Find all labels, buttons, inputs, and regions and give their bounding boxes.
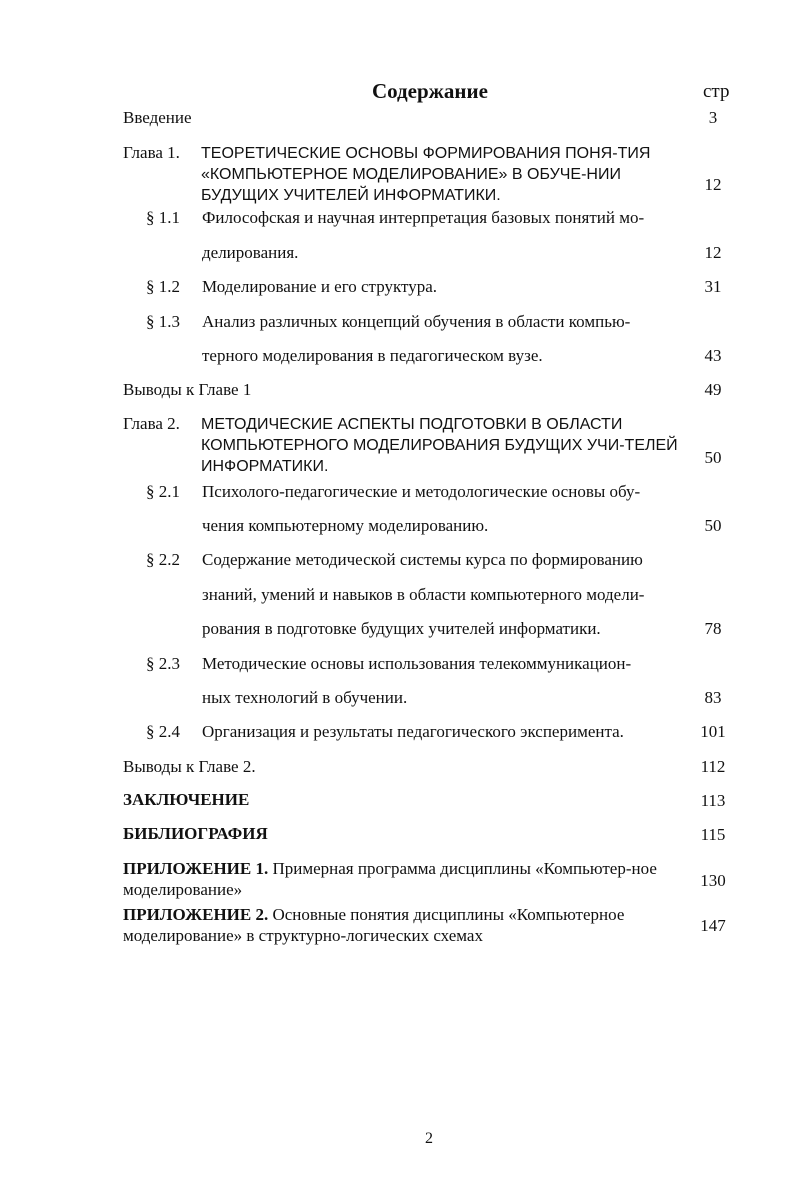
section-1-3-page: 43 <box>704 346 722 365</box>
section-2-2-line2: знаний, умений и навыков в области компьютерного модели- <box>202 585 645 604</box>
section-1-1-page: 12 <box>704 243 722 262</box>
conclusion-label: ЗАКЛЮЧЕНИЕ <box>123 790 250 809</box>
section-2-4-line1: Организация и результаты педагогического эксперимента. <box>202 722 624 741</box>
section-1-1-line2: делирования. <box>202 243 299 262</box>
section-2-2-line1: Содержание методической системы курса по формированию <box>202 550 643 569</box>
chapter1-title: ТЕОРЕТИЧЕСКИЕ ОСНОВЫ ФОРМИРОВАНИЯ ПОНЯ-ТИЯ «КОМПЬЮТЕРНОЕ МОДЕЛИРОВАНИЕ» В ОБУЧЕ-НИИ БУДУЩИХ УЧИТЕЛЕЙ ИНФОРМАТИКИ. <box>201 145 651 204</box>
appendix1-text: Примерная программа дисциплины «Компьютер-ное моделирование» <box>123 859 657 899</box>
section-2-1-page: 50 <box>704 516 722 535</box>
section-1-3-number: § 1.3 <box>146 312 180 331</box>
section-2-3-line2: ных технологий в обучении. <box>202 688 408 707</box>
appendix1-label: ПРИЛОЖЕНИЕ 1. <box>123 859 269 878</box>
section-2-2-page: 78 <box>704 619 722 638</box>
chapter2-label: Глава 2. <box>123 414 180 433</box>
section-1-1-number: § 1.1 <box>146 208 180 227</box>
section-1-1-line1: Философская и научная интерпретация базовых понятий мо- <box>202 208 645 227</box>
section-2-3-number: § 2.3 <box>146 654 180 673</box>
conclusions1-label: Выводы к Главе 1 <box>123 380 252 399</box>
appendix2-label: ПРИЛОЖЕНИЕ 2. <box>123 905 269 924</box>
section-2-1-line1: Психолого-педагогические и методологические основы обу- <box>202 482 641 501</box>
appendix2-entry <box>123 904 688 946</box>
appendix1-page: 130 <box>700 871 726 890</box>
section-1-2-number: § 1.2 <box>146 277 180 296</box>
conclusions1-page: 49 <box>704 380 722 399</box>
conclusion-page: 113 <box>700 791 726 810</box>
intro-label: Введение <box>123 108 192 127</box>
section-1-3-line1: Анализ различных концепций обучения в области компью- <box>202 312 631 331</box>
page-title: Содержание <box>372 79 488 103</box>
section-1-2-line1: Моделирование и его структура. <box>202 277 438 296</box>
section-2-3-line1: Методические основы использования телекоммуникацион- <box>202 654 632 673</box>
bibliography-label: БИБЛИОГРАФИЯ <box>123 824 268 843</box>
chapter2-title: МЕТОДИЧЕСКИЕ АСПЕКТЫ ПОДГОТОВКИ В ОБЛАСТИ КОМПЬЮТЕРНОГО МОДЕЛИРОВАНИЯ БУДУЩИХ УЧИ-ТЕЛЕЙ ИНФОРМАТИКИ. <box>201 416 678 475</box>
page-column-label: стр <box>703 81 730 102</box>
section-2-2-number: § 2.2 <box>146 550 180 569</box>
section-2-1-number: § 2.1 <box>146 482 180 501</box>
appendix2-text: Основные понятия дисциплины «Компьютерное моделирование» в структурно-логических схемах <box>123 905 625 945</box>
conclusions2-label: Выводы к Главе 2. <box>123 757 256 776</box>
bibliography-page: 115 <box>700 825 726 844</box>
section-2-3-page: 83 <box>704 688 722 707</box>
appendix2-page: 147 <box>700 916 726 935</box>
chapter1-label: Глава 1. <box>123 143 180 162</box>
chapter2-page: 50 <box>704 448 722 467</box>
section-2-2-line3: рования в подготовке будущих учителей информатики. <box>202 619 601 638</box>
chapter1-page: 12 <box>704 175 722 194</box>
section-2-4-page: 101 <box>700 722 726 741</box>
page-number: 2 <box>425 1130 433 1147</box>
appendix1-entry <box>123 858 688 900</box>
section-1-2-page: 31 <box>704 277 722 296</box>
conclusions2-page: 112 <box>700 757 726 776</box>
intro-page: 3 <box>708 108 718 127</box>
section-2-1-line2: чения компьютерному моделированию. <box>202 516 489 535</box>
section-1-3-line2: терного моделирования в педагогическом вузе. <box>202 346 543 365</box>
section-2-4-number: § 2.4 <box>146 722 180 741</box>
